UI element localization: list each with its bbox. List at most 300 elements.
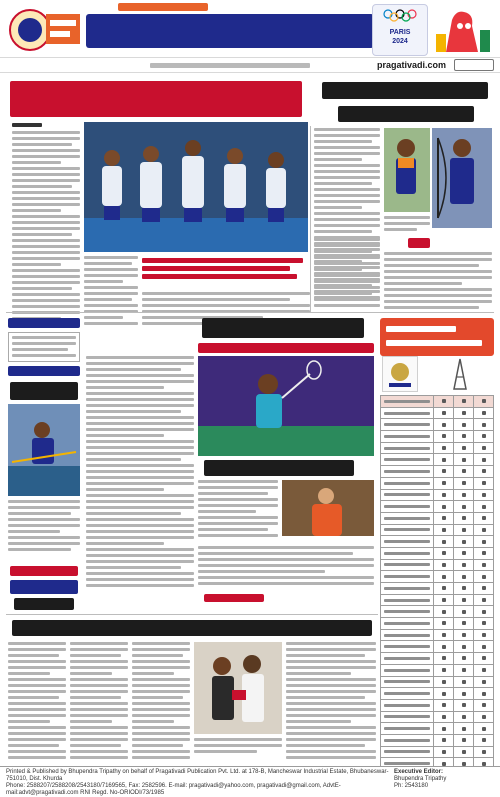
medal-count-placeholder <box>462 586 466 590</box>
medal-count-placeholder <box>442 493 446 497</box>
medal-count-cell <box>434 641 454 653</box>
balraj-headline <box>10 382 78 400</box>
medal-count-placeholder <box>462 750 466 754</box>
medal-count-placeholder <box>442 563 446 567</box>
medal-count-cell <box>434 466 454 478</box>
medal-count-placeholder <box>482 446 486 450</box>
medal-count-cell <box>474 641 494 653</box>
medal-count-placeholder <box>482 738 486 742</box>
medal-count-placeholder <box>462 692 466 696</box>
medal-count-placeholder <box>462 633 466 637</box>
column-rule <box>310 126 311 312</box>
medal-count-cell <box>474 524 494 536</box>
medal-count-placeholder <box>462 621 466 625</box>
medal-count-cell <box>474 407 494 419</box>
medal-count-cell <box>454 594 474 606</box>
medal-count-cell <box>474 571 494 583</box>
medal-table-row <box>381 699 494 711</box>
medal-count-placeholder <box>482 750 486 754</box>
medal-count-cell <box>474 618 494 630</box>
olympic-rings-icon <box>380 9 420 21</box>
country-name-placeholder <box>384 680 430 683</box>
medal-table-row <box>381 512 494 524</box>
medal-count-placeholder <box>442 645 446 649</box>
country-cell <box>381 583 434 595</box>
medal-table-grid <box>380 395 494 770</box>
medal-count-cell <box>474 536 494 548</box>
medal-count-cell <box>474 723 494 735</box>
medal-table-row <box>381 571 494 583</box>
medal-table-row <box>381 419 494 431</box>
country-name-placeholder <box>384 692 430 695</box>
medal-count-placeholder <box>482 411 486 415</box>
country-cell <box>381 676 434 688</box>
country-cell <box>381 501 434 513</box>
medal-count-placeholder <box>482 715 486 719</box>
lakshya-subheadline <box>198 343 374 353</box>
medal-count-cell <box>474 442 494 454</box>
country-cell <box>381 512 434 524</box>
lakshya-headline <box>202 318 364 338</box>
medal-table-row <box>381 664 494 676</box>
medal-count-cell <box>454 746 474 758</box>
country-cell <box>381 629 434 641</box>
hockey-headline <box>10 81 302 117</box>
medal-count-cell <box>454 547 474 559</box>
medal-count-placeholder <box>462 551 466 555</box>
medal-count-cell <box>434 723 454 735</box>
medal-count-placeholder <box>442 680 446 684</box>
hockey-highlights <box>142 258 310 288</box>
medal-count-placeholder <box>462 528 466 532</box>
medal-count-cell <box>474 583 494 595</box>
footer-editor-label: Executive Editor: <box>394 769 444 775</box>
country-name-placeholder <box>384 470 430 473</box>
medal-count-cell <box>434 699 454 711</box>
medal-count-cell <box>434 711 454 723</box>
medal-count-cell <box>454 431 474 443</box>
medal-count-cell <box>454 676 474 688</box>
masthead <box>0 0 500 74</box>
medal-count-cell <box>434 594 454 606</box>
mountaineer-caption <box>194 738 282 762</box>
medal-count-cell <box>434 536 454 548</box>
country-name-placeholder <box>384 447 430 450</box>
archery-headline-line1 <box>322 82 488 99</box>
medal-table-row <box>381 746 494 758</box>
footer-editor-phone: Ph: 2543180 <box>394 783 429 789</box>
medal-count-cell <box>434 571 454 583</box>
country-cell <box>381 618 434 630</box>
medal-table-row <box>381 734 494 746</box>
medal-count-placeholder <box>482 633 486 637</box>
medal-count-placeholder <box>482 703 486 707</box>
medal-count-placeholder <box>482 469 486 473</box>
eiffel-tower-icon <box>430 357 490 391</box>
medal-count-cell <box>434 653 454 665</box>
country-cell <box>381 442 434 454</box>
medal-count-cell <box>474 711 494 723</box>
country-name-placeholder <box>384 540 430 543</box>
medal-count-cell <box>474 454 494 466</box>
medal-count-cell <box>434 407 454 419</box>
tennis-illustration <box>282 480 374 536</box>
medal-count-cell <box>454 536 474 548</box>
medal-count-placeholder <box>462 423 466 427</box>
medal-count-placeholder <box>442 505 446 509</box>
medal-count-placeholder <box>442 750 446 754</box>
medal-count-placeholder <box>482 586 486 590</box>
medal-count-cell <box>434 477 454 489</box>
medal-count-placeholder <box>442 551 446 555</box>
footer-editor <box>394 769 494 790</box>
medal-count-placeholder <box>442 598 446 602</box>
medal-count-cell <box>454 699 474 711</box>
medal-count-cell <box>434 419 454 431</box>
medal-count-placeholder <box>462 738 466 742</box>
sports-news-tag <box>204 594 264 602</box>
medal-table-row <box>381 641 494 653</box>
medal-count-cell <box>434 606 454 618</box>
medal-count-placeholder <box>482 481 486 485</box>
paris-badge-year: 2024 <box>392 38 408 45</box>
country-name-placeholder <box>384 528 430 531</box>
medal-count-placeholder <box>462 481 466 485</box>
country-name-placeholder <box>384 634 430 637</box>
medal-count-cell <box>454 641 474 653</box>
medal-count-placeholder <box>442 423 446 427</box>
medal-count-cell <box>474 396 494 408</box>
medal-count-cell <box>434 442 454 454</box>
country-name-placeholder <box>384 610 430 613</box>
medal-count-placeholder <box>442 540 446 544</box>
hockey-players-illustration <box>84 122 308 252</box>
olympic-logo-icon <box>6 4 84 56</box>
hockey-body-col1 <box>12 131 80 329</box>
medal-count-cell <box>454 466 474 478</box>
country-cell <box>381 664 434 676</box>
medal-count-placeholder <box>482 551 486 555</box>
schedule-box-header <box>8 318 80 328</box>
hockey-body-col2 <box>84 256 138 328</box>
medal-count-placeholder <box>462 469 466 473</box>
medal-table-row <box>381 653 494 665</box>
medal-count-placeholder <box>482 680 486 684</box>
country-name-placeholder <box>384 715 430 718</box>
country-name-placeholder <box>384 750 430 753</box>
medal-count-cell <box>454 419 474 431</box>
medal-count-cell <box>474 594 494 606</box>
medal-count-cell <box>454 512 474 524</box>
country-cell <box>381 746 434 758</box>
medal-count-placeholder <box>462 703 466 707</box>
medal-count-cell <box>474 547 494 559</box>
sports-ministry-subhead <box>14 598 74 610</box>
section-rule <box>6 312 494 313</box>
medal-table-row <box>381 442 494 454</box>
medal-count-cell <box>434 547 454 559</box>
country-cell <box>381 571 434 583</box>
medal-count-cell <box>474 653 494 665</box>
mountaineer-body-col1 <box>8 642 66 764</box>
medal-count-cell <box>454 653 474 665</box>
medal-table-header <box>380 318 494 356</box>
medal-count-placeholder <box>462 598 466 602</box>
medal-count-cell <box>474 664 494 676</box>
archery-body-col2 <box>384 252 492 312</box>
medal-count-cell <box>454 664 474 676</box>
medal-table-row <box>381 676 494 688</box>
medal-count-placeholder <box>462 668 466 672</box>
archer-male-illustration <box>432 128 492 228</box>
medal-table-row <box>381 489 494 501</box>
medal-count-placeholder <box>462 458 466 462</box>
alcaraz-body-col1 <box>198 480 278 542</box>
medal-count-placeholder <box>442 633 446 637</box>
footer-contact-line: Phone: 2588207/2588208/2543180/7169565, Fax: 2582596. E-mail: pragativadi@yahoo.com, pragativadi@gmail.com, AdvtE-mail:advt@pragativadi.com RNI Regd. No-ORIODI/73/1985 <box>6 783 341 796</box>
medal-table-row <box>381 688 494 700</box>
country-name-placeholder <box>384 739 430 742</box>
country-cell <box>381 711 434 723</box>
archer-ankita-photo <box>384 128 430 212</box>
mountaineer-headline <box>12 620 372 636</box>
medal-table-row <box>381 477 494 489</box>
medal-count-cell <box>454 501 474 513</box>
country-name-placeholder <box>384 435 430 438</box>
medal-count-placeholder <box>462 610 466 614</box>
badminton-illustration <box>198 356 374 456</box>
olympic-emblem-icon <box>383 357 417 391</box>
medal-count-cell <box>434 746 454 758</box>
medal-count-placeholder <box>442 516 446 520</box>
medal-count-placeholder <box>442 399 446 403</box>
country-name-placeholder <box>384 762 430 765</box>
footer-imprint-line: Printed & Published by Bhupendra Tripathy on behalf of Pragativadi Publication Pvt. Ltd. at 178-B, Mancheswar Industrial Estate, Bhubaneswar-751010, Dist. Khurda <box>6 769 389 782</box>
medal-count-placeholder <box>442 715 446 719</box>
medal-count-cell <box>454 559 474 571</box>
country-name-placeholder <box>384 587 430 590</box>
country-cell <box>381 489 434 501</box>
medal-count-placeholder <box>482 493 486 497</box>
masthead-subtitle-band <box>118 3 208 11</box>
country-cell <box>381 431 434 443</box>
medal-count-placeholder <box>482 610 486 614</box>
medal-count-placeholder <box>442 656 446 660</box>
medal-count-cell <box>454 688 474 700</box>
medal-table-row <box>381 547 494 559</box>
medal-count-placeholder <box>442 469 446 473</box>
country-name-placeholder <box>384 482 430 485</box>
masthead-dateline-strip <box>0 57 500 73</box>
paris-2024-small-badge <box>382 356 418 392</box>
country-cell <box>381 524 434 536</box>
lakshya-sen-photo <box>198 356 374 456</box>
medal-count-cell <box>454 618 474 630</box>
medal-count-placeholder <box>482 621 486 625</box>
medal-count-cell <box>454 477 474 489</box>
medal-count-cell <box>454 629 474 641</box>
medal-count-cell <box>434 629 454 641</box>
medal-count-placeholder <box>442 528 446 532</box>
medal-count-cell <box>454 583 474 595</box>
medal-count-placeholder <box>462 505 466 509</box>
medal-table-row <box>381 618 494 630</box>
medal-table-row <box>381 466 494 478</box>
country-name-placeholder <box>384 704 430 707</box>
dateline <box>150 63 310 68</box>
medal-count-cell <box>474 746 494 758</box>
medal-count-placeholder <box>482 434 486 438</box>
medal-count-placeholder <box>462 434 466 438</box>
medal-count-placeholder <box>442 434 446 438</box>
alcaraz-photo <box>282 480 374 536</box>
country-name-placeholder <box>384 645 430 648</box>
hockey-team-photo <box>84 122 308 252</box>
country-cell <box>381 454 434 466</box>
country-cell <box>381 407 434 419</box>
balraj-kicker-band <box>8 366 80 376</box>
site-url: pragativadi.com <box>376 60 446 70</box>
mascot-icon <box>432 6 494 56</box>
medal-count-placeholder <box>442 668 446 672</box>
medal-count-cell <box>454 734 474 746</box>
paris-2024-badge <box>372 4 428 56</box>
medal-table-row <box>381 606 494 618</box>
medal-count-placeholder <box>442 411 446 415</box>
medal-count-cell <box>454 454 474 466</box>
medal-count-cell <box>434 618 454 630</box>
medal-count-placeholder <box>462 575 466 579</box>
medal-count-placeholder <box>482 563 486 567</box>
medal-count-placeholder <box>442 738 446 742</box>
medal-count-cell <box>474 734 494 746</box>
medal-count-cell <box>474 676 494 688</box>
medal-table-row <box>381 454 494 466</box>
paris-badge-city: PARIS <box>389 29 411 36</box>
archer-dhiraj-photo <box>432 128 492 228</box>
country-name-placeholder <box>384 423 430 426</box>
medal-count-placeholder <box>442 692 446 696</box>
alcaraz-body-col2 <box>198 546 374 596</box>
archer-female-illustration <box>384 128 430 212</box>
medal-count-cell <box>474 466 494 478</box>
medal-count-cell <box>434 501 454 513</box>
medal-count-cell <box>434 396 454 408</box>
medal-count-cell <box>434 559 454 571</box>
archery-tag-label <box>408 238 430 248</box>
masthead-title-band <box>86 14 374 48</box>
medal-count-placeholder <box>482 598 486 602</box>
medal-count-cell <box>454 571 474 583</box>
mountaineer-body-col4 <box>286 642 376 764</box>
medal-count-placeholder <box>482 727 486 731</box>
medal-count-placeholder <box>482 645 486 649</box>
medal-count-placeholder <box>482 423 486 427</box>
medal-count-cell <box>434 734 454 746</box>
medal-count-cell <box>474 629 494 641</box>
medal-table-row <box>381 723 494 735</box>
mountaineer-felicitation-illustration <box>194 642 282 734</box>
archery-body-col3 <box>314 238 380 312</box>
balraj-rowing-photo <box>8 404 80 496</box>
sports-ministry-headline <box>10 580 78 594</box>
medal-count-cell <box>474 606 494 618</box>
medal-count-placeholder <box>462 645 466 649</box>
section-rule-bottom <box>6 614 378 615</box>
medal-count-placeholder <box>482 505 486 509</box>
country-name-placeholder <box>384 517 430 520</box>
lakshya-body <box>86 356 194 596</box>
sports-ministry-tag <box>10 566 78 576</box>
medal-count-placeholder <box>482 399 486 403</box>
medal-count-cell <box>434 583 454 595</box>
country-cell <box>381 419 434 431</box>
country-name-placeholder <box>384 563 430 566</box>
medal-table-row <box>381 711 494 723</box>
medal-count-cell <box>454 524 474 536</box>
medal-count-placeholder <box>462 727 466 731</box>
medal-count-placeholder <box>462 399 466 403</box>
medal-count-cell <box>454 723 474 735</box>
country-cell <box>381 477 434 489</box>
medal-count-placeholder <box>442 610 446 614</box>
country-name-placeholder <box>384 622 430 625</box>
medal-count-cell <box>474 477 494 489</box>
medal-count-cell <box>454 711 474 723</box>
medal-count-placeholder <box>482 528 486 532</box>
country-cell <box>381 699 434 711</box>
country-cell <box>381 547 434 559</box>
country-cell <box>381 396 434 408</box>
country-name-placeholder <box>384 493 430 496</box>
hockey-kicker <box>12 123 42 127</box>
medal-count-placeholder <box>462 715 466 719</box>
medal-count-cell <box>454 442 474 454</box>
medal-count-placeholder <box>462 411 466 415</box>
medal-count-placeholder <box>442 481 446 485</box>
medal-table-row <box>381 536 494 548</box>
balraj-body <box>8 500 80 560</box>
medal-count-cell <box>434 676 454 688</box>
medal-count-placeholder <box>482 458 486 462</box>
medal-count-placeholder <box>442 458 446 462</box>
medal-count-placeholder <box>462 656 466 660</box>
page-number-box <box>454 59 494 71</box>
medal-count-cell <box>454 489 474 501</box>
medal-count-placeholder <box>482 540 486 544</box>
country-cell <box>381 653 434 665</box>
medal-count-placeholder <box>462 493 466 497</box>
medal-count-placeholder <box>442 621 446 625</box>
medal-count-cell <box>454 407 474 419</box>
country-cell <box>381 641 434 653</box>
medal-table-row <box>381 583 494 595</box>
country-cell <box>381 594 434 606</box>
medal-table <box>380 395 494 781</box>
country-name-placeholder <box>384 552 430 555</box>
medal-table-row <box>381 407 494 419</box>
mountaineer-body-col2 <box>70 642 128 764</box>
country-name-placeholder <box>384 727 430 730</box>
medal-count-cell <box>474 419 494 431</box>
country-name-placeholder <box>384 400 430 403</box>
mountaineer-photo <box>194 642 282 734</box>
medal-count-cell <box>434 454 454 466</box>
medal-count-placeholder <box>482 656 486 660</box>
country-cell <box>381 466 434 478</box>
footer-editor-name: Bhupendra Tripathy <box>394 776 447 782</box>
alcaraz-headline <box>204 460 354 476</box>
